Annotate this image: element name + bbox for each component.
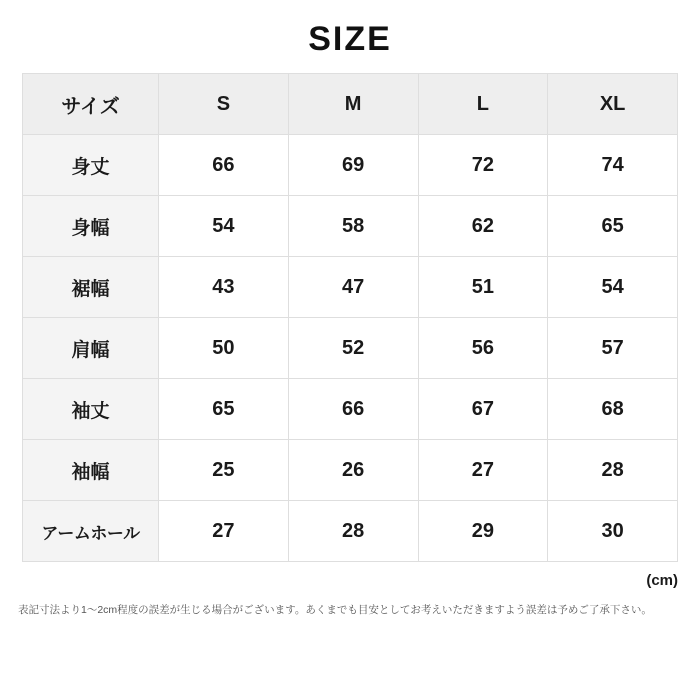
cell-body-width-l: 62 — [418, 196, 548, 257]
cell-shoulder-width-m: 52 — [288, 318, 418, 379]
table-row — [23, 257, 678, 318]
size-table — [22, 73, 678, 562]
row-header-shoulder-width: 肩幅 — [23, 318, 159, 379]
cell-hem-width-s: 43 — [159, 257, 289, 318]
row-header-armhole: アームホール — [23, 501, 159, 562]
cell-armhole-xl: 30 — [548, 501, 678, 562]
row-header-body-length: 身丈 — [23, 135, 159, 196]
column-header-m: M — [288, 74, 418, 135]
cell-sleeve-length-l: 67 — [418, 379, 548, 440]
cell-sleeve-width-xl: 28 — [548, 440, 678, 501]
cell-shoulder-width-s: 50 — [159, 318, 289, 379]
table-row — [23, 318, 678, 379]
row-header-hem-width: 裾幅 — [23, 257, 159, 318]
cell-hem-width-m: 47 — [288, 257, 418, 318]
cell-body-width-xl: 65 — [548, 196, 678, 257]
unit-label: (cm) — [646, 572, 678, 589]
cell-sleeve-length-s: 65 — [159, 379, 289, 440]
size-table-container — [22, 73, 678, 562]
table-row — [23, 440, 678, 501]
column-header-s: S — [159, 74, 289, 135]
table-row — [23, 501, 678, 562]
page-title: SIZE — [308, 20, 392, 58]
cell-shoulder-width-xl: 57 — [548, 318, 678, 379]
cell-armhole-l: 29 — [418, 501, 548, 562]
cell-hem-width-l: 51 — [418, 257, 548, 318]
table-header — [23, 74, 678, 135]
cell-body-length-m: 69 — [288, 135, 418, 196]
column-header-size-label: サイズ — [23, 74, 159, 135]
row-header-sleeve-width: 袖幅 — [23, 440, 159, 501]
cell-body-width-s: 54 — [159, 196, 289, 257]
measurement-note: 表記寸法より1〜2cm程度の誤差が生じる場合がございます。あくまでも目安としてお考えいただきますよう誤差は予めご了承下さい。 — [18, 604, 652, 616]
cell-shoulder-width-l: 56 — [418, 318, 548, 379]
cell-armhole-m: 28 — [288, 501, 418, 562]
cell-body-length-l: 72 — [418, 135, 548, 196]
cell-armhole-s: 27 — [159, 501, 289, 562]
table-header-row — [23, 74, 678, 135]
column-header-xl: XL — [548, 74, 678, 135]
cell-sleeve-width-l: 27 — [418, 440, 548, 501]
cell-sleeve-length-m: 66 — [288, 379, 418, 440]
row-header-sleeve-length: 袖丈 — [23, 379, 159, 440]
table-row — [23, 196, 678, 257]
table-row — [23, 379, 678, 440]
cell-body-length-s: 66 — [159, 135, 289, 196]
table-row — [23, 135, 678, 196]
cell-sleeve-width-s: 25 — [159, 440, 289, 501]
table-body — [23, 135, 678, 562]
row-header-body-width: 身幅 — [23, 196, 159, 257]
cell-hem-width-xl: 54 — [548, 257, 678, 318]
cell-body-length-xl: 74 — [548, 135, 678, 196]
cell-sleeve-length-xl: 68 — [548, 379, 678, 440]
cell-body-width-m: 58 — [288, 196, 418, 257]
cell-sleeve-width-m: 26 — [288, 440, 418, 501]
column-header-l: L — [418, 74, 548, 135]
